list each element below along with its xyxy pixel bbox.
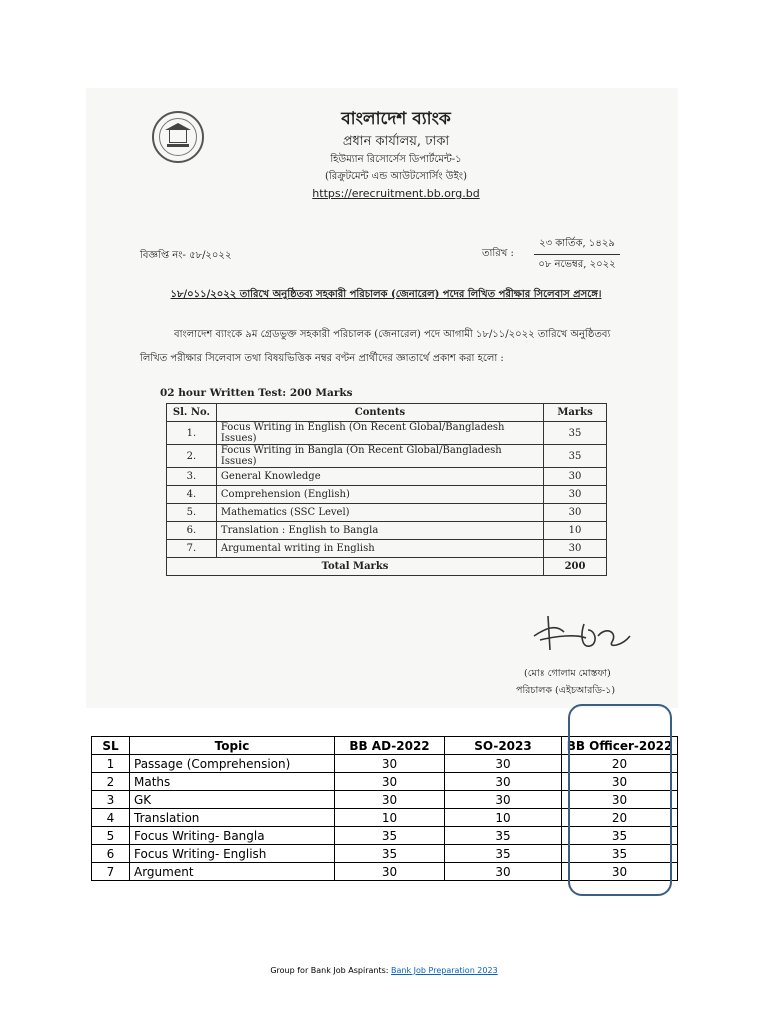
comparison-bb-officer-2022: 35 [562,827,678,845]
syllabus-row [167,468,607,486]
signatory-name: (মোঃ গোলাম মোস্তফা) [524,668,611,679]
syllabus-sl: 1. [167,422,217,445]
syllabus-sl: 7. [167,540,217,558]
syllabus-marks: 30 [544,540,607,558]
comparison-topic: Passage (Comprehension) [130,755,335,773]
syllabus-marks: 30 [544,468,607,486]
comparison-topic: GK [130,791,335,809]
comparison-bb-officer-2022: 20 [562,809,678,827]
syllabus-content: General Knowledge [216,468,543,486]
office-name: প্রধান কার্যালয়, ঢাকা [342,134,450,149]
notice-number: বিজ্ঞপ্তি নং- ৫৮/২০২২ [140,250,232,261]
syllabus-header-contents: Contents [216,404,543,422]
syllabus-table [166,403,607,576]
comparison-bb-officer-2022: 35 [562,845,678,863]
syllabus-marks: 35 [544,422,607,445]
syllabus-content: Argumental writing in English [216,540,543,558]
comparison-bb-ad-2022: 30 [335,863,445,881]
comparison-bb-ad-2022: 30 [335,791,445,809]
comparison-sl: 4 [92,809,130,827]
footer-group-link[interactable]: Bank Job Preparation 2023 [391,966,498,975]
syllabus-content: Focus Writing in English (On Recent Global/Bangladesh Issues) [216,422,543,445]
bangladesh-bank-seal-icon [152,111,204,163]
footer [0,966,768,975]
date-bangla: ২৩ কার্তিক, ১৪২৯ [534,236,620,255]
comparison-bb-officer-2022: 30 [562,863,678,881]
comparison-so-2023: 30 [445,791,562,809]
comparison-header-bb-ad-2022: BB AD-2022 [335,737,445,755]
syllabus-sl: 4. [167,486,217,504]
footer-prefix: Group for Bank Job Aspirants: [270,966,392,975]
date-block [534,236,620,274]
comparison-bb-ad-2022: 10 [335,809,445,827]
comparison-topic: Translation [130,809,335,827]
syllabus-row [167,522,607,540]
comparison-so-2023: 35 [445,827,562,845]
syllabus-marks: 10 [544,522,607,540]
comparison-bb-ad-2022: 30 [335,755,445,773]
department-name: হিউম্যান রিসোর্সেস ডিপার্টমেন্ট-১ [330,154,462,165]
comparison-sl: 5 [92,827,130,845]
syllabus-sl: 6. [167,522,217,540]
signatory-title: পরিচালক (এইচআরডি-১) [516,685,616,696]
comparison-so-2023: 30 [445,773,562,791]
comparison-sl: 3 [92,791,130,809]
comparison-so-2023: 10 [445,809,562,827]
comparison-bb-officer-2022: 30 [562,773,678,791]
comparison-sl: 2 [92,773,130,791]
wing-name: (রিক্রুটমেন্ট এন্ড আউটসোর্সিং উইং) [324,171,468,182]
syllabus-marks: 30 [544,486,607,504]
org-name: বাংলাদেশ ব্যাংক [341,109,451,129]
syllabus-header-sl: Sl. No. [167,404,217,422]
test-title: 02 hour Written Test: 200 Marks [160,387,353,399]
syllabus-sl: 3. [167,468,217,486]
comparison-bb-ad-2022: 30 [335,773,445,791]
syllabus-marks: 30 [544,504,607,522]
syllabus-total-row [167,558,607,576]
syllabus-sl: 2. [167,445,217,468]
comparison-bb-officer-2022: 30 [562,791,678,809]
total-marks-value: 200 [544,558,607,576]
comparison-header-sl: SL [92,737,130,755]
bb-officer-column-highlight [568,704,672,896]
scanned-notice [86,88,678,708]
comparison-sl: 7 [92,863,130,881]
comparison-header-bb-officer-2022: BB Officer-2022 [562,737,678,755]
date-label: তারিখ : [482,248,514,259]
syllabus-content: Translation : English to Bangla [216,522,543,540]
comparison-topic: Focus Writing- Bangla [130,827,335,845]
syllabus-sl: 5. [167,504,217,522]
comparison-sl: 6 [92,845,130,863]
date-english: ০৮ নভেম্বর, ২০২২ [538,259,616,270]
syllabus-row [167,445,607,468]
signature-icon [526,606,636,660]
syllabus-header-row [167,404,607,422]
syllabus-row [167,540,607,558]
comparison-sl: 1 [92,755,130,773]
syllabus-row [167,504,607,522]
syllabus-content: Comprehension (English) [216,486,543,504]
total-marks-label: Total Marks [167,558,544,576]
notice-subject: ১৮/০১১/২০২২ তারিখে অনুষ্ঠিতব্য সহকারী পরিচালক (জেনারেল) পদের লিখিত পরীক্ষার সিলেবাস প্রসঙ্গে। [170,289,602,300]
comparison-so-2023: 35 [445,845,562,863]
comparison-topic: Focus Writing- English [130,845,335,863]
syllabus-header-marks: Marks [544,404,607,422]
syllabus-content: Mathematics (SSC Level) [216,504,543,522]
syllabus-row [167,422,607,445]
comparison-bb-ad-2022: 35 [335,827,445,845]
comparison-bb-officer-2022: 20 [562,755,678,773]
comparison-header-so-2023: SO-2023 [445,737,562,755]
comparison-so-2023: 30 [445,863,562,881]
comparison-so-2023: 30 [445,755,562,773]
recruitment-url: https://erecruitment.bb.org.bd [312,187,480,200]
comparison-header-topic: Topic [130,737,335,755]
syllabus-marks: 35 [544,445,607,468]
comparison-topic: Maths [130,773,335,791]
comparison-bb-ad-2022: 35 [335,845,445,863]
syllabus-content: Focus Writing in Bangla (On Recent Global/Bangladesh Issues) [216,445,543,468]
syllabus-row [167,486,607,504]
notice-body: বাংলাদেশ ব্যাংকে ৯ম গ্রেডভুক্ত সহকারী পরিচালক (জেনারেল) পদে আগামী ১৮/১১/২০২২ তারিখে অনুষ্ঠিতব্য লিখিত পরীক্ষার সিলেবাস তথা বিষয়ভিত্তিক নম্বর বণ্টন প্রার্থীদের জ্ঞাতার্থে প্রকাশ করা হলো : [140,329,611,364]
comparison-topic: Argument [130,863,335,881]
